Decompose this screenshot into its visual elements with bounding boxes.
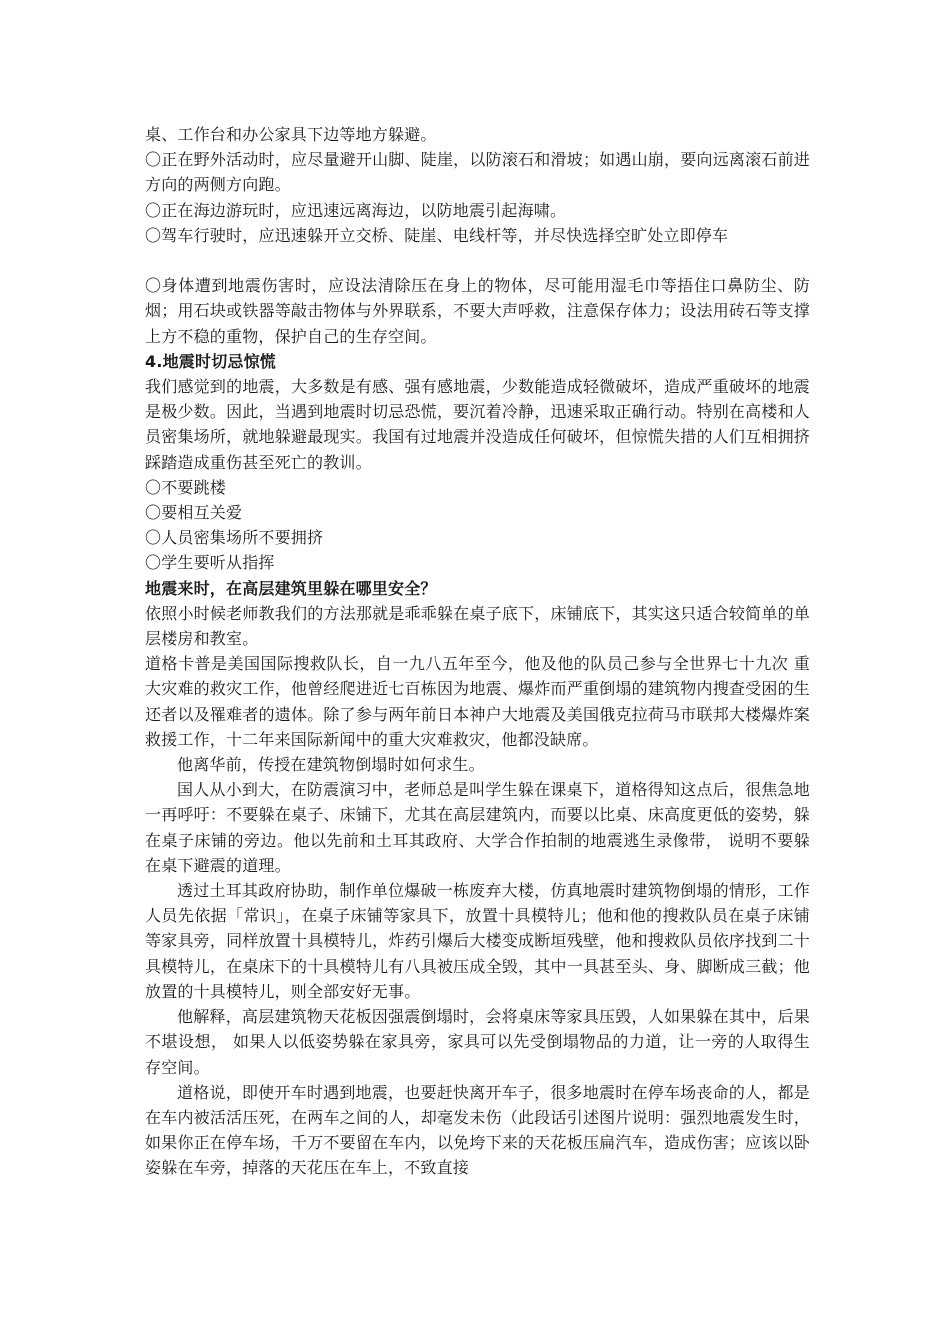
blank-line: [145, 248, 810, 273]
document-body: [145, 122, 810, 1181]
paragraph-drill: 国人从小到大，在防震演习中，老师总是叫学生躲在课桌下，道格得知这点后，很焦急地一再呼吁：不要躲在桌子、床铺下，尤其在高层建筑内，而要以比桌、床高度更低的姿势，躲在桌子床铺的旁边。他以先前和土耳其政府、大学合作拍制的地震逃生录像带， 说明不要躲在桌下避震的道理。: [145, 780, 810, 875]
paragraph-turkey-experiment: 透过土耳其政府协助，制作单位爆破一栋废弃大楼，仿真地震时建筑物倒塌的情形，工作人员先依据「常识」，在桌子床铺等家具下，放置十具模特儿；他和他的搜救队员在桌子床铺等家具旁，同样放置十具模特儿，炸药引爆后大楼变成断垣残壁，他和搜救队员依序找到二十具模特儿，在桌床下的十具模特儿有八具被压成全毁，其中一具甚至头、身、脚断成三截；他放置的十具模特儿，则全部安好无事。: [145, 881, 810, 1001]
paragraph-outdoor-activity: 〇正在野外活动时，应尽量避开山脚、陡崖，以防滚石和滑坡；如遇山崩，要向远离滚石前进方向的两侧方向跑。: [145, 150, 810, 195]
paragraph-driving: 〇驾车行驶时，应迅速躲开立交桥、陡崖、电线杆等，并尽快选择空旷处立即停车: [145, 225, 729, 245]
paragraph-parking: 道格说，即使开车时遇到地震，也要赶快离开车子，很多地震时在停车场丧命的人，都是在车内被活活压死，在两车之间的人，却毫发未伤（此段话引述图片说明：强烈地震发生时，如果你正在停车场，千万不要留在车内，以免垮下来的天花板压扁汽车，造成伤害；应该以卧姿躲在车旁，掉落的天花压在车上，不致直接: [145, 1082, 810, 1178]
section-heading-no-panic: 4.地震时切忌惊慌: [145, 351, 277, 371]
paragraph-panic-explanation: 我们感觉到的地震，大多数是有感、强有感地震，少数能造成轻微破坏，造成严重破坏的地震是极少数。因此，当遇到地震时切忌恐慌，要沉着冷静，迅速采取正确行动。特别在高楼和人员密集场所，就地躲避最现实。我国有过地震并没造成任何破坏，但惊慌失措的人们互相拥挤踩踏造成重伤甚至死亡的教训。: [145, 377, 810, 472]
section-heading-high-rise: 地震来时，在高层建筑里躲在哪里安全？: [145, 578, 437, 598]
paragraph-hide-under-furniture: 桌、工作台和办公家具下边等地方躲避。: [145, 125, 437, 144]
paragraph-childhood-method: 依照小时候老师教我们的方法那就是乖乖躲在桌子底下，床铺底下，其实这只适合较简单的单层楼房和教室。: [145, 603, 810, 649]
list-item-no-jumping: 〇不要跳楼: [145, 477, 227, 497]
list-item-follow-instructions: 〇学生要听从指挥: [145, 553, 275, 573]
paragraph-injured: 〇身体遭到地震伤害时，应设法清除压在身上的物体，尽可能用湿毛巾等捂住口鼻防尘、防烟；用石块或铁器等敲击物体与外界联系，不要大声呼救，注意保存体力；设法用砖石等支撑上方不稳的重物，保护自己的生存空间。: [145, 276, 810, 346]
list-item-no-crowding: 〇人员密集场所不要拥挤: [145, 528, 324, 548]
paragraph-seaside: 〇正在海边游玩时，应迅速远离海边，以防地震引起海啸。: [145, 200, 567, 220]
list-item-care: 〇要相互关爱: [145, 503, 243, 523]
paragraph-doug-copp: 道格卡普是美国国际搜救队长，自一九八五年至今，他及他的队员己参与全世界七十九次 重大灾难的救灾工作，他曾经爬进近七百栋因为地震、爆炸而严重倒塌的建筑物内搜查受困的生还者以及罹难者的遗体。除了参与两年前日本神户大地震及美国俄克拉荷马市联邦大楼爆炸案救援工作，十二年来国际新闻中的重大灾难救灾，他都没缺席。: [145, 654, 810, 749]
paragraph-explanation: 他解释，高层建筑物天花板因强震倒塌时，会将桌床等家具压毁，人如果躲在其中，后果不堪设想， 如果人以低姿势躲在家具旁，家具可以先受倒塌物品的力道，让一旁的人取得生存空间。: [145, 1007, 810, 1077]
paragraph-before-leaving: 他离华前，传授在建筑物倒塌时如何求生。: [177, 755, 485, 775]
